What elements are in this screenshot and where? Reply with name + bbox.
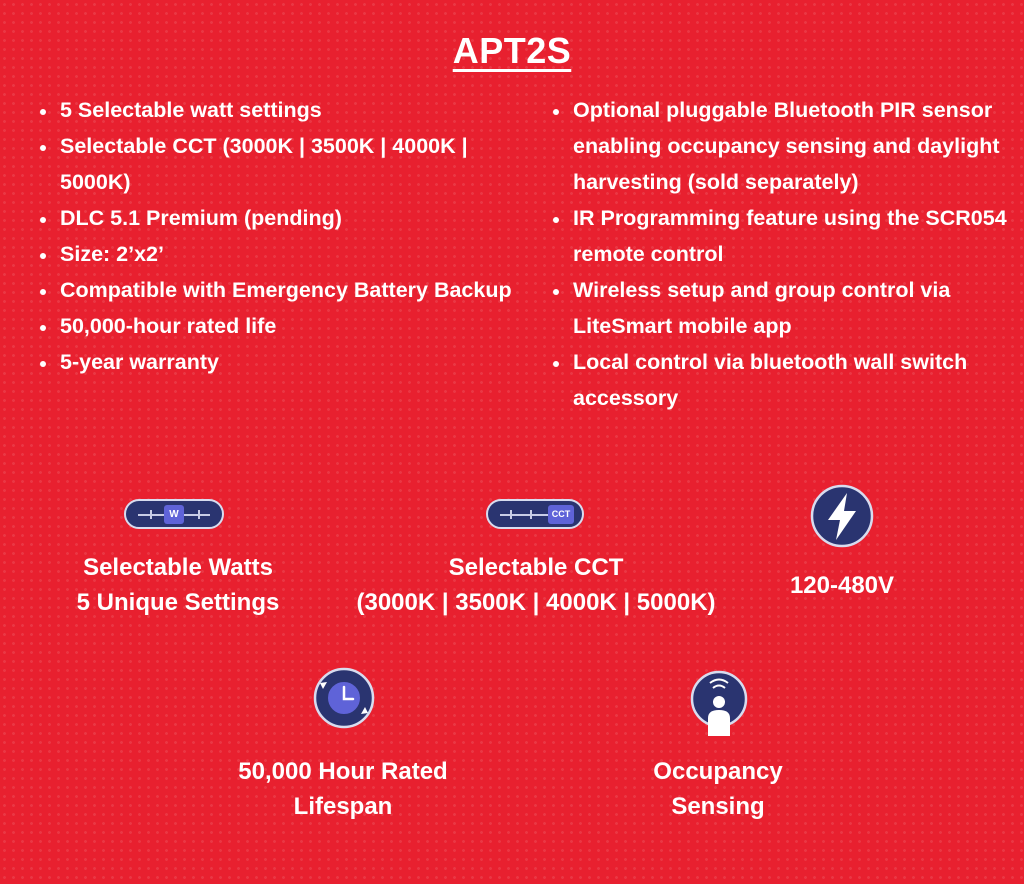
watts-label-line2: 5 Unique Settings: [76, 589, 280, 616]
cct-slider-icon: [486, 499, 584, 529]
lightning-bolt-icon: [810, 484, 874, 548]
occupancy-label: [618, 754, 818, 824]
cct-label: [318, 550, 754, 620]
occupancy-label-line1: Occupancy: [653, 758, 783, 785]
watts-label: [28, 550, 328, 620]
clock-icon: [312, 666, 376, 730]
list-item: • 5 Selectable watt settings: [58, 92, 536, 128]
occupancy-sensor-icon: [690, 670, 748, 738]
lifespan-label: [212, 754, 474, 824]
lifespan-label-line1: 50,000 Hour Rated: [238, 758, 448, 785]
list-item: • Local control via bluetooth wall switch accessory: [571, 344, 1011, 416]
list-item: • Optional pluggable Bluetooth PIR sensor enabling occupancy sensing and daylight harvesting (sold separately): [571, 92, 1011, 200]
voltage-label-line1: 120-480V: [789, 572, 895, 599]
watt-slider-icon: [124, 499, 224, 529]
list-item: • Selectable CCT (3000K | 3500K | 4000K | 5000K): [58, 128, 536, 200]
cct-knob: CCT: [548, 505, 574, 524]
list-item: • 50,000-hour rated life: [58, 308, 536, 344]
watts-label-line1: Selectable Watts: [83, 554, 273, 581]
watt-knob: W: [164, 505, 184, 524]
list-item: • Wireless setup and group control via LiteSmart mobile app: [571, 272, 1011, 344]
occupancy-label-line2: Sensing: [671, 793, 765, 820]
list-item: • Compatible with Emergency Battery Backup: [58, 272, 536, 308]
cct-label-line1: Selectable CCT: [448, 554, 624, 581]
list-item: • IR Programming feature using the SCR054 remote control: [571, 200, 1011, 272]
list-item: • DLC 5.1 Premium (pending): [58, 200, 536, 236]
voltage-label: [760, 568, 924, 603]
list-item: • Size: 2’x2’: [58, 236, 536, 272]
page-title: APT2S: [452, 30, 572, 71]
feature-list-right: [551, 92, 1011, 416]
feature-list-left: [38, 92, 536, 380]
cct-label-line2: (3000K | 3500K | 4000K | 5000K): [356, 589, 716, 616]
lifespan-label-line2: Lifespan: [293, 793, 393, 820]
list-item: • 5-year warranty: [58, 344, 536, 380]
